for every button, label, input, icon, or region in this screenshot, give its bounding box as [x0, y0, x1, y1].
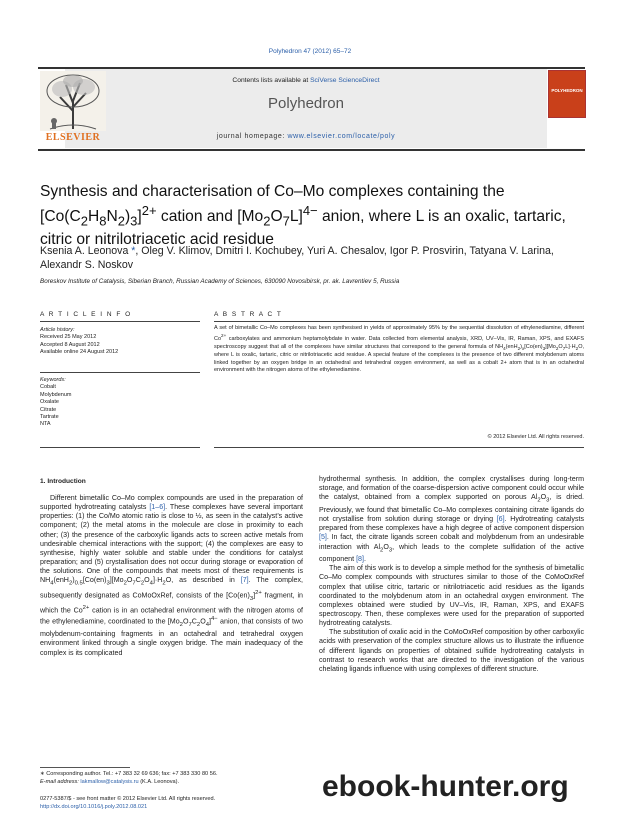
keywords-label: Keywords: — [40, 377, 66, 383]
paper-title: Synthesis and characterisation of Co–Mo complexes containing the $[Co(C_2H_8N_2)_3]^{2+}$ cation and $[Mo_2O_7L]^{4-}$ anion, where L is an oxalic, tartaric, citric or nitrilotriacetic acid residue — [40, 183, 566, 249]
email-line — [40, 779, 303, 787]
header-rule-top — [38, 67, 585, 69]
introduction-heading: 1. Introduction — [40, 478, 86, 485]
front-matter-notice — [40, 796, 215, 811]
article-info-heading: A R T I C L E I N F O — [40, 311, 132, 318]
paragraph: hydrothermal synthesis. In addition, the complex crystallises during long-term storage, and formation of the coarse-dispersion active component could occur while the catalyst, obtained from a complex supported on porous $Al_2O_3$, is dried. Previously, we found that bimetallic Co–Mo complexes containing citrate ligands do not crystallise from solution during storage or drying [6]. Hydrotreating catalysts prepared from these complexes have a high degree of active component dispersion [5]. In fact, the citrate ligands screen cobalt and molybdenum from an undesirable interaction with $Al_2O_3$, which leads to the complete sulfidation of the active component [8]. — [319, 475, 585, 564]
abstract-heading: A B S T R A C T — [214, 311, 283, 318]
email-suffix: (K.A. Leonova). — [138, 778, 180, 785]
homepage-prefix: journal homepage: — [216, 133, 288, 140]
email-label: E-mail address: — [40, 778, 81, 785]
history-online: Available online 24 August 2012 — [40, 349, 119, 356]
footnote-rule — [40, 767, 130, 768]
paragraph: The substitution of oxalic acid in the CoMoOxRef composition by other carboxylic acids with preservation of the complex structure allows us to illustrate the influence of different ligands on properties of obtained sulfide hydrotreating catalysts in contrast to research works that are directed to the investigation of the various chelating ligands influence with using complexes of different structure. — [319, 628, 584, 673]
corresponding-author: ∗ Corresponding author. Tel.: +7 383 32 69 636; fax: +7 383 330 80 56. — [40, 771, 218, 777]
keyword-item: Oxalate — [40, 399, 59, 406]
article-history — [40, 327, 118, 357]
history-accepted: Accepted 8 August 2012 — [40, 341, 100, 348]
journal-homepage-line — [65, 133, 547, 140]
history-label: Article history: — [40, 327, 75, 333]
keyword-item: Cobalt — [40, 384, 56, 391]
contents-line — [65, 77, 547, 84]
keyword-item: Tartrate — [40, 414, 59, 421]
homepage-link[interactable]: www.elsevier.com/locate/poly — [287, 133, 396, 140]
introduction-column-left: Different bimetallic Co–Mo complex compounds are used in the preparation of supported hydrotreating catalysts [1–6]. These complexes have several important properties: (1) the Co/Mo atomic ratio is close to ½, as seen in the catalyst’s active component; (2) the metal atoms in the molecule are close in proximity to each other; (3) the presence of the carboxylic ligands acts to screen active metals from undesirable chemical interactions with the support; (4) the complexes are easy to synthesise, highly water soluble and stable under the conditions for catalyst preparation; and (5) crystallisation does not occur during storage or evaporation of the solutions. One of the compounds that meets most of these requirements is $NH_4(enH_2)_{0.5}[Co(en)_3][Mo_2O_7C_2O_4]\cdot H_2O$, as described in [7]. The complex, subsequently designated as CoMoOxRef, consists of the $[Co(en)_3]^{2+}$ fragment, in which the $Co^{2+}$ cation is in an octahedral environment with the nitrogen atoms of the ethylenediamine, coordinated to the $[Mo_2O_7C_2O_4]^{4-}$ anion, that consists of two molybdenum-containing fragments in an octahedral and tetrahedral oxygen environment linked through a single oxygen bridge. The main inadequacy of the complex is its complicated — [40, 494, 304, 657]
affiliation: Boreskov Institute of Catalysis, Siberian Branch, Russian Academy of Sciences, 630090 Novosibirsk, pr. ak. Lavrentiev 5, Russia — [40, 278, 400, 285]
author-list: Ksenia A. Leonova *, Oleg V. Klimov, Dmitri I. Kochubey, Yuri A. Chesalov, Igor P. Prosvirin, Tatyana V. Larina, Alexandr S. Noskov — [40, 245, 554, 271]
front-matter-line: 0277-5387/$ - see front matter © 2012 Elsevier Ltd. All rights reserved. — [40, 796, 216, 802]
copyright-notice: © 2012 Elsevier Ltd. All rights reserved. — [487, 434, 584, 440]
publisher-name: ELSEVIER — [45, 132, 101, 143]
keyword-item: Molybdenum — [40, 391, 72, 398]
contents-prefix: Contents lists available at — [232, 77, 311, 84]
journal-title: Polyhedron — [268, 95, 344, 112]
article-info-bottom-rule — [40, 447, 200, 448]
article-info-rule — [40, 321, 200, 322]
email-link[interactable]: lakmallow@catalysis.ru — [80, 778, 139, 785]
abstract-text: A set of bimetallic Co–Mo complexes has been synthesised in yields of approximately 95% by the sequential dissolution of ethylenediamine, different $Co^{2+}$ carboxylates and ammonium heptamolybdate in water. Data collected from elemental analysis, XRD, UV–Vis, IR, Raman, XPS, and EXAFS spectroscopy suggest that all of the complexes have similar structures that correspond to the general formula of $NH_4(enH_2)_x[Co(en)_3][Mo_2O_7L]\cdot H_2O$, where L is oxalic, tartaric, citric or nitrilotriacetic acid residue. A special feature of the complexes is the presence of two different molybdenum atoms linked together by an oxygen bridge in an octahedral and tetrahedral oxygen environment, as well as a cobalt 2+ atom that is in an octahedral environment with the nitrogen atoms of the ethylenediamine. — [214, 325, 584, 373]
watermark: ebook-hunter.org — [322, 770, 569, 803]
cover-title: POLYHEDRON — [551, 88, 583, 93]
keyword-item: NTA — [40, 421, 51, 428]
abstract-rule — [214, 321, 584, 322]
abstract-bottom-rule — [214, 447, 584, 448]
journal-cover-thumbnail — [548, 70, 586, 118]
keyword-item: Citrate — [40, 406, 57, 413]
doi-link[interactable]: http://dx.doi.org/10.1016/j.poly.2012.08.021 — [40, 803, 148, 810]
introduction-column-right — [319, 475, 584, 674]
history-received: Received 25 May 2012 — [40, 334, 97, 341]
sciencedirect-link[interactable]: SciVerse ScienceDirect — [310, 77, 380, 84]
header-rule-bottom — [38, 149, 585, 151]
corresponding-author-footnote — [40, 771, 303, 786]
keywords-divider — [40, 372, 200, 373]
keywords — [40, 377, 72, 429]
paragraph: The aim of this work is to develop a simple method for the synthesis of bimetallic Co–Mo complex compounds with structures similar to those of the CoMoOxRef complex that utilise citric, tartaric or nitrilotriacetic acid residues as the ligands coordinated to the molybdenum atom in an octahedral oxygen environment. The complexes obtained were studied by UV–Vis, IR, Raman, XPS, and EXAFS spectroscopy. Then, these complexes were used for the preparation of supported hydrotreating catalysts. — [319, 564, 584, 628]
journal-reference[interactable]: Polyhedron 47 (2012) 65–72 — [268, 48, 352, 55]
